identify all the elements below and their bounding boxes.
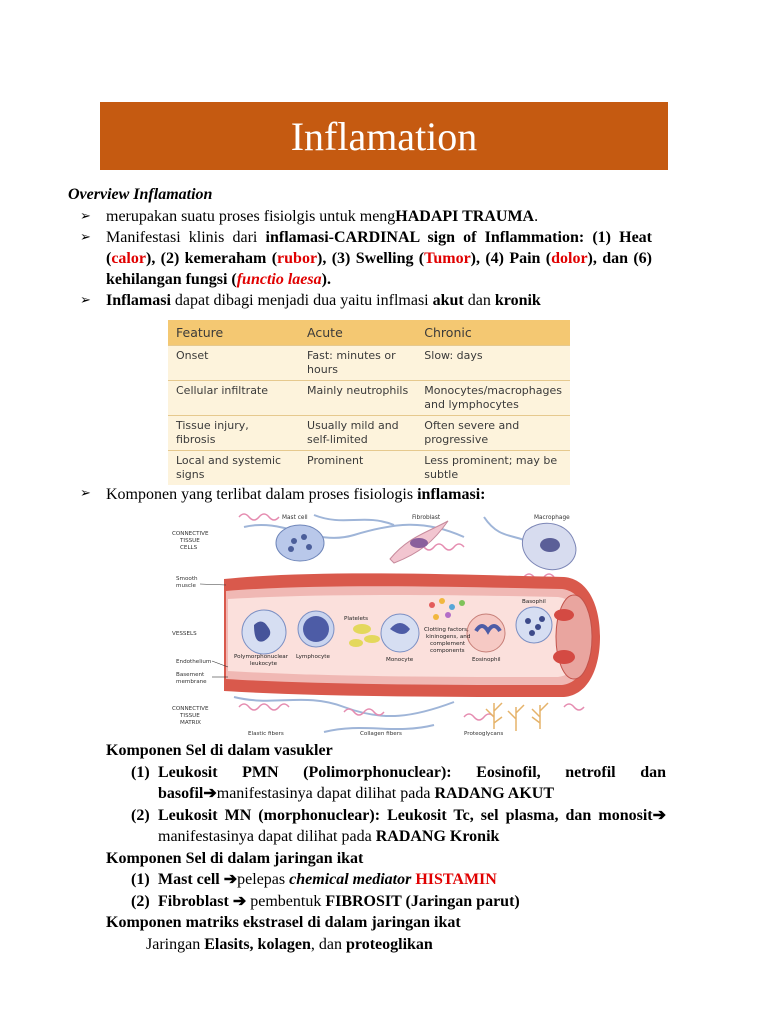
title-banner <box>100 102 668 170</box>
text: RADANG Kronik <box>375 828 500 845</box>
text: FIBROSIT (Jaringan parut) <box>325 892 520 910</box>
list-item <box>106 891 666 913</box>
text: Inflamasi <box>106 292 171 309</box>
matrix-line <box>106 934 666 956</box>
page-title: Inflamation <box>290 113 478 159</box>
label-text: Polymorphonuclear <box>234 654 289 660</box>
table-cell: Prominent <box>299 451 416 486</box>
text: pembentuk <box>246 892 326 910</box>
text: ), (2) kemeraham ( <box>145 250 278 267</box>
text: Leukosit PMN (Polimorphonuclear): Eosinofil, netrofil dan basofil <box>158 763 666 802</box>
table-cell: Usually mild and self-limited <box>299 416 416 451</box>
section-heading: Komponen Sel di dalam vasukler <box>106 742 333 759</box>
bullet-item <box>80 486 486 504</box>
text: dapat dibagi menjadi dua yaitu inflmasi <box>170 292 433 309</box>
text: rubor <box>277 250 318 267</box>
label-text: Fibroblast <box>412 515 441 521</box>
text: chemical mediator <box>289 871 412 888</box>
bottom-labels <box>248 731 503 737</box>
bullet-item <box>80 227 652 290</box>
table-row <box>168 416 570 451</box>
label-text: Proteoglycans <box>464 731 504 737</box>
table-cell: Monocytes/macrophages and lymphocytes <box>416 381 570 416</box>
text: inflamasi: <box>417 486 486 503</box>
text: Komponen yang terlibat dalam proses fisiologis <box>106 486 418 503</box>
text: inflamasi-CARDINAL sign of Inflammation: <box>265 229 585 246</box>
label-text: VESSELS <box>172 631 197 637</box>
text: akut <box>432 292 464 309</box>
text: manifestasinya dapat dilihat pada <box>158 828 376 845</box>
label-text: CONNECTIVE <box>172 531 209 537</box>
table-cell: Local and systemic signs <box>168 451 299 486</box>
table-row <box>168 451 570 486</box>
table-cell: Onset <box>168 346 299 381</box>
label-text: CONNECTIVE <box>172 706 209 712</box>
text: dan <box>463 292 495 309</box>
text: manifestasinya dapat dilihat pada <box>216 785 435 802</box>
label-text: Collagen fibers <box>360 731 402 737</box>
text: pelepas <box>237 871 290 888</box>
text: Jaringan <box>146 935 205 953</box>
label-text: Macrophage <box>534 515 570 521</box>
arrow-bullet-icon: ➢ <box>80 230 91 245</box>
section-subtitle: Overview Inflamation <box>68 186 213 203</box>
item-number: (2) <box>131 806 150 824</box>
label-text: Smooth <box>176 576 198 582</box>
table-cell: Slow: days <box>416 346 570 381</box>
label-text: Endothelium <box>176 659 212 665</box>
acute-chronic-table <box>168 320 570 485</box>
list-item <box>106 805 666 848</box>
text: ), dan (6) kehilangan fungsi ( <box>106 250 652 288</box>
item-number: (1) <box>131 763 150 781</box>
basophil-icon <box>516 607 552 643</box>
text: Tumor <box>424 250 471 267</box>
table-row <box>168 381 570 416</box>
text: (1) Heat ( <box>106 229 652 267</box>
arrow-right-icon: ➔ <box>223 871 238 888</box>
macrophage-icon <box>522 523 576 569</box>
label-text: Eosinophil <box>472 657 501 663</box>
text: ). <box>321 271 331 288</box>
label-text: Clotting factors, <box>424 627 469 633</box>
text: , dan <box>310 935 346 953</box>
text: functio laesa <box>236 271 322 288</box>
label-text: Mast cell <box>282 515 308 521</box>
item-number: (1) <box>131 871 150 888</box>
fibroblast-icon <box>390 521 448 563</box>
overview-bullets <box>80 206 652 311</box>
section-heading: Komponen Sel di dalam jaringan ikat <box>106 849 364 867</box>
label-text: complement <box>430 641 466 647</box>
table-cell: Fast: minutes or hours <box>299 346 416 381</box>
label-text: TISSUE <box>180 713 200 719</box>
text: RADANG AKUT <box>434 785 555 802</box>
label-text: Elastic fibers <box>248 731 284 737</box>
text: Fibroblast <box>158 892 233 910</box>
inflammation-components-figure <box>164 507 600 739</box>
list-item <box>106 762 666 805</box>
label-text: Lymphocyte <box>296 654 330 660</box>
arrow-right-icon: ➔ <box>652 806 666 824</box>
label-text: Basophil <box>522 599 546 605</box>
label-text: membrane <box>176 679 207 685</box>
label-text: MATRIX <box>180 720 202 726</box>
label-text: Monocyte <box>386 657 414 663</box>
text: ), (4) Pain ( <box>470 250 552 267</box>
text: dolor <box>551 250 588 267</box>
table-cell: Tissue injury, fibrosis <box>168 416 299 451</box>
text: Mast cell <box>158 871 224 888</box>
pmn-leukocyte-icon <box>242 610 286 654</box>
side-labels <box>172 531 211 726</box>
label-text: CELLS <box>180 545 198 551</box>
label-text: leukocyte <box>250 661 278 667</box>
text: HADAPI TRAUMA <box>395 208 535 225</box>
text: calor <box>111 250 146 267</box>
arrow-bullet-icon: ➢ <box>80 209 91 224</box>
header-feature: Feature <box>168 320 299 346</box>
bullet-item <box>80 290 652 311</box>
arrow-right-icon: ➔ <box>232 892 247 910</box>
monocyte-icon <box>381 614 419 652</box>
item-number: (2) <box>131 892 150 910</box>
table-cell: Cellular infiltrate <box>168 381 299 416</box>
label-text: muscle <box>176 583 196 589</box>
text: HISTAMIN <box>411 871 497 888</box>
list-item <box>106 869 666 891</box>
header-chronic: Chronic <box>416 320 570 346</box>
section-heading: Komponen matriks ekstrasel di dalam jaringan ikat <box>106 914 461 931</box>
label-text: kininogens, and <box>426 634 471 640</box>
text: . <box>534 208 539 225</box>
eosinophil-icon <box>467 614 505 652</box>
arrow-right-icon: ➔ <box>203 785 217 802</box>
text: merupakan suatu proses fisiolgis untuk meng <box>106 208 396 225</box>
proteoglycan-icon <box>486 703 548 731</box>
table-cell: Mainly neutrophils <box>299 381 416 416</box>
arrow-bullet-icon: ➢ <box>80 486 91 501</box>
table-row <box>168 346 570 381</box>
text: Elasits, kolagen <box>204 935 311 953</box>
label-text: Basement <box>176 672 205 678</box>
table-cell: Less prominent; may be subtle <box>416 451 570 486</box>
text: Manifestasi klinis dari <box>106 229 266 246</box>
bullet-item <box>80 206 652 227</box>
components-section <box>106 740 666 955</box>
text: proteoglikan <box>346 935 433 953</box>
text: Leukosit MN (morphonuclear): Leukosit Tc, sel plasma, dan monosit <box>158 806 653 824</box>
header-acute: Acute <box>299 320 416 346</box>
label-text: Platelets <box>344 616 369 622</box>
mast-cell-icon <box>276 525 324 561</box>
table-header-row <box>168 320 570 346</box>
label-text: TISSUE <box>180 538 200 544</box>
lymphocyte-icon <box>298 611 334 647</box>
table-cell: Often severe and progressive <box>416 416 570 451</box>
label-text: components <box>430 648 465 654</box>
arrow-bullet-icon: ➢ <box>80 293 91 308</box>
text: ), (3) Swelling ( <box>317 250 425 267</box>
text: kronik <box>494 292 541 309</box>
